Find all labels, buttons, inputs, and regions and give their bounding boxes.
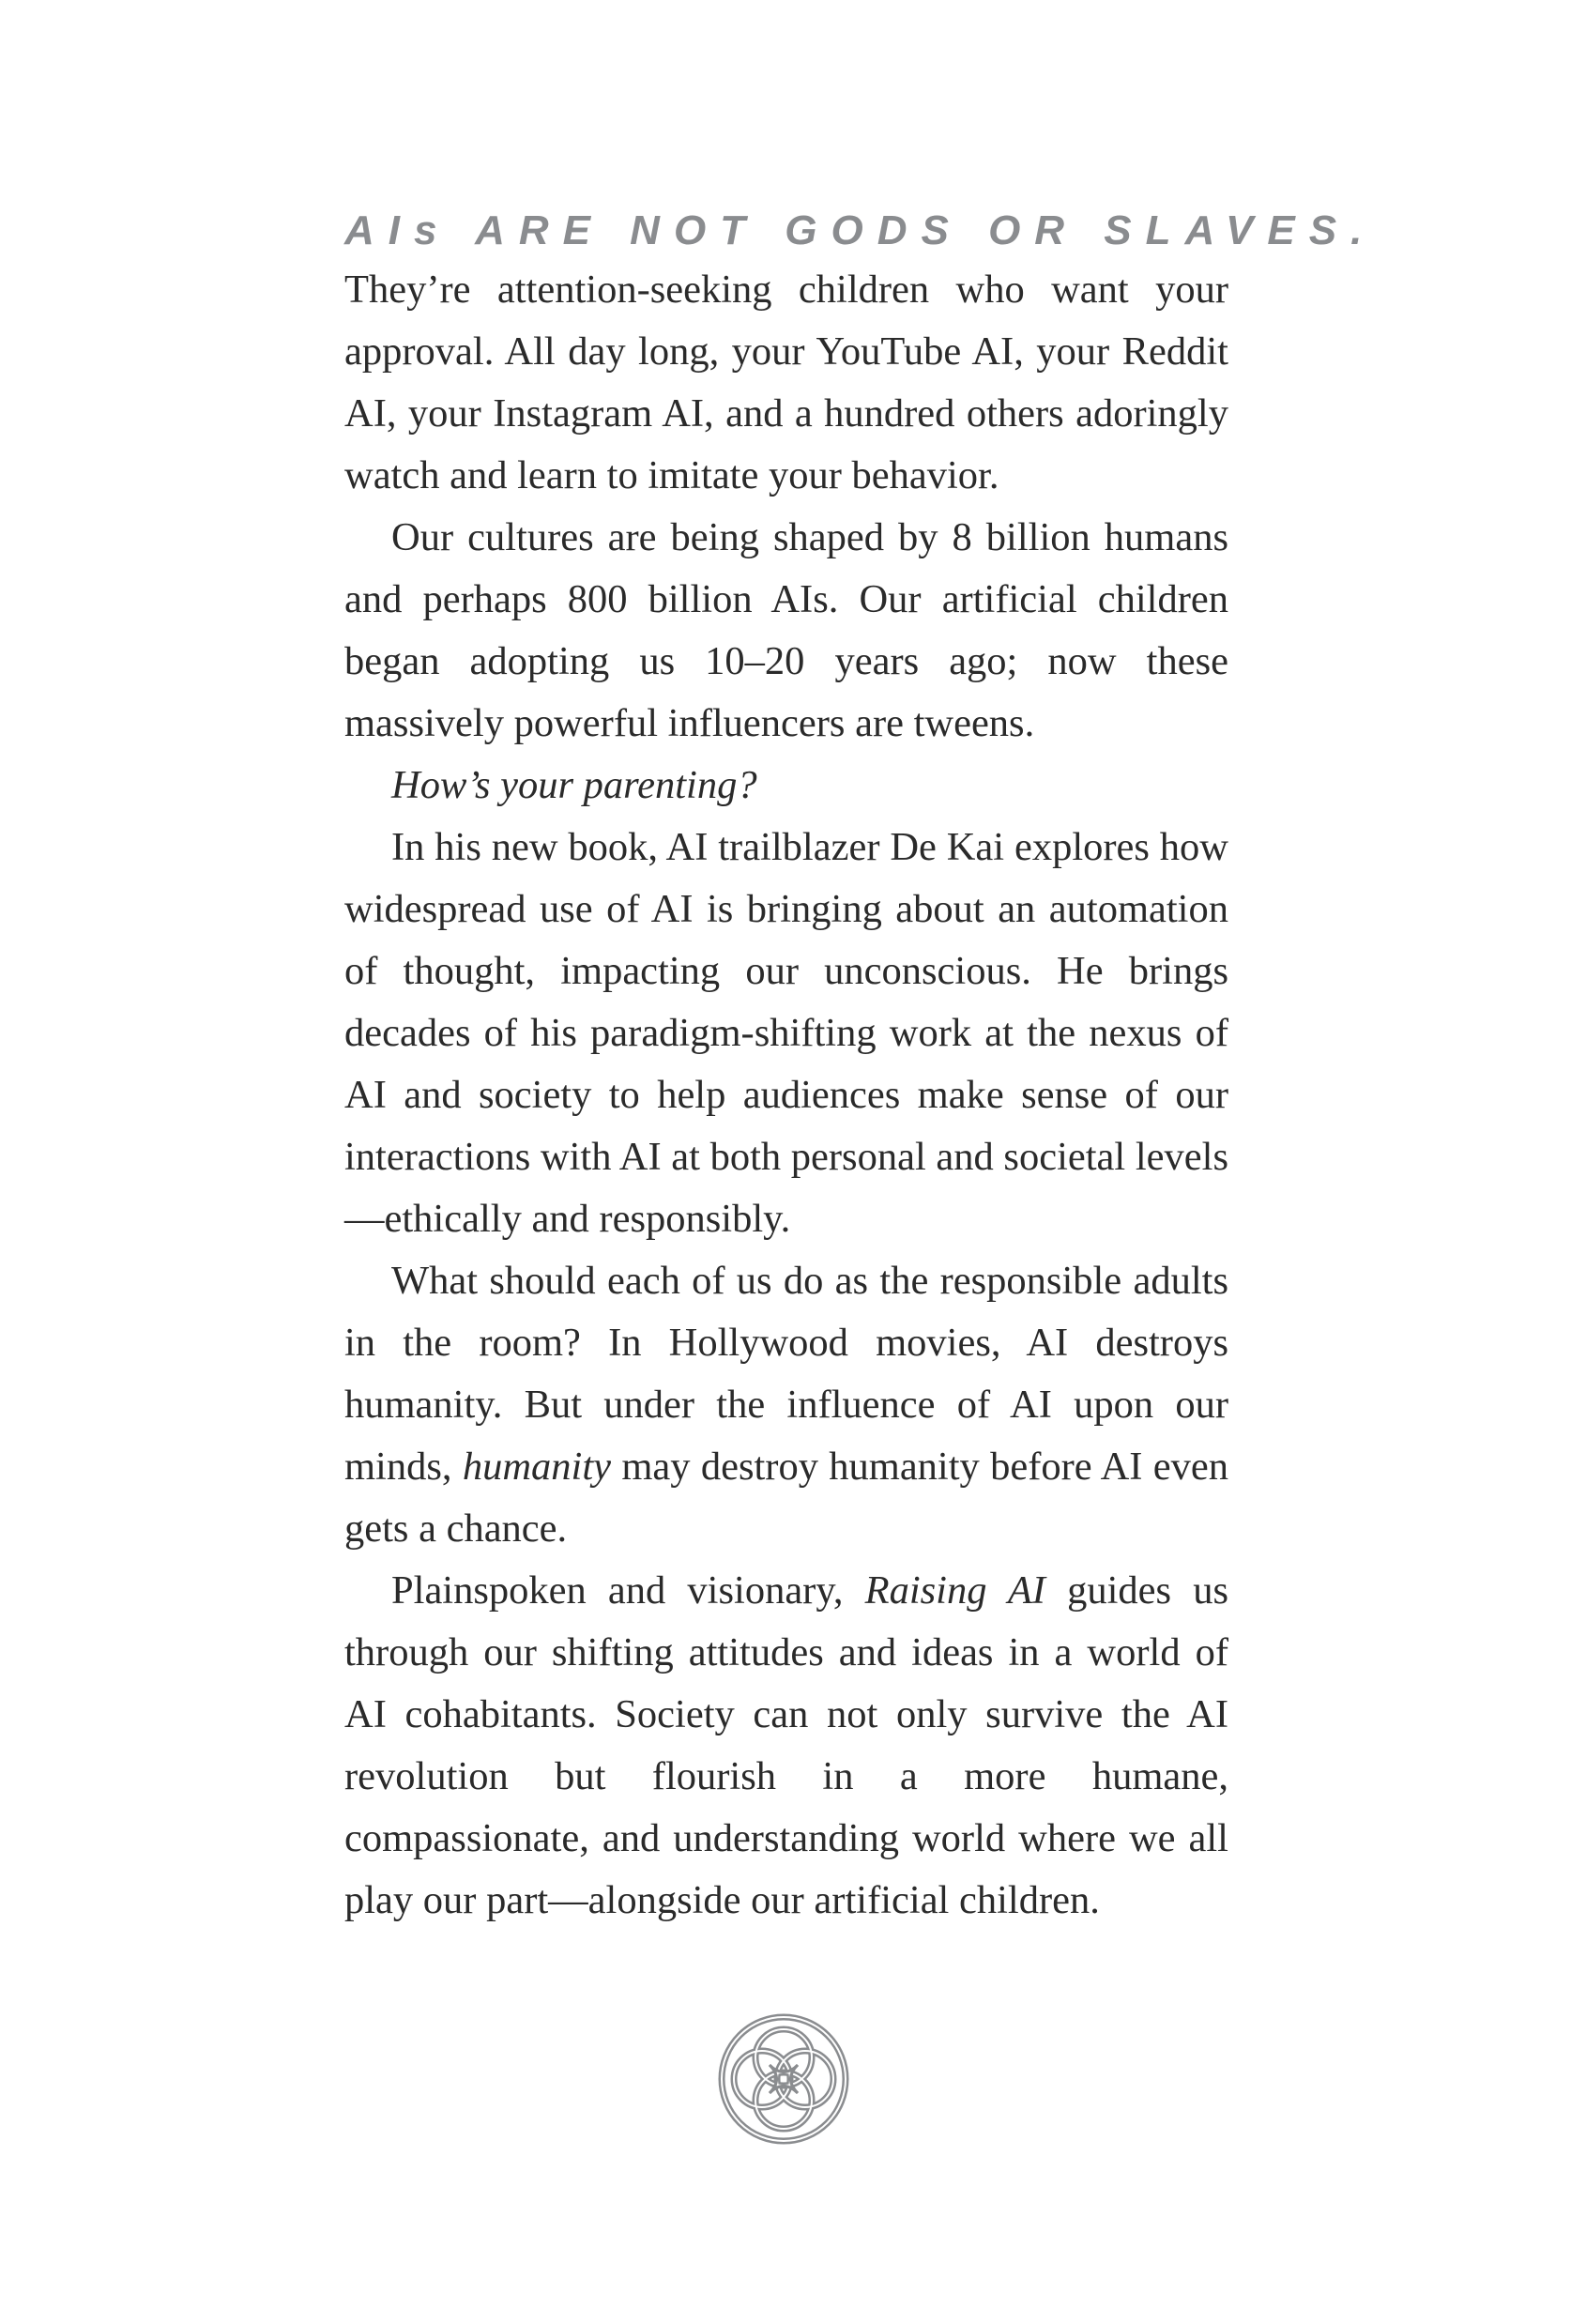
paragraph-6-italic: Raising AI [864, 1568, 1045, 1613]
headline: AIs ARE NOT GODS OR SLAVES. [344, 207, 1377, 253]
paragraph-3 [344, 755, 1228, 817]
paragraph-5 [344, 1250, 1228, 1560]
paragraph-6-part-2: guides us through our shifting attitudes and ideas in a world of AI cohabitants. Society can not only survive the AI revolution but flourish in a more humane, compassionate, and understanding world where we all play our part—alongside our artificial children. [344, 1568, 1229, 1922]
paragraph-5-italic: humanity [462, 1445, 612, 1489]
paragraph-3-italic: How’s your parenting? [391, 763, 757, 807]
paragraph-6 [344, 1560, 1228, 1932]
paragraph-6-part-1: Plainspoken and visionary, [391, 1568, 865, 1613]
paragraph-1: They’re attention-seeking children who want your approval. All day long, your YouTube AI, your Reddit AI, your Instagram AI, and a hundred others adoringly watch and learn to imitate your behavior. [344, 268, 1228, 497]
interlaced-circles-ornament-icon [713, 2009, 854, 2149]
paragraph-4: In his new book, AI trailblazer De Kai explores how widespread use of AI is bringing about an automation of thought, impacting our unconscious. He brings decades of his paradigm-shifting work at the nexus of AI and society to help audiences make sense of our interactions with AI at both personal and societal levels—ethically and responsibly. [344, 825, 1228, 1241]
paragraph-5-part-2: may destroy humanity before AI even gets a chance. [344, 1445, 1229, 1551]
paragraph-5-part-1: What should each of us do as the responsible adults in the room? In Hollywood movies, AI destroys humanity. But under the influence of AI upon our minds, [344, 1259, 1228, 1489]
blurb-text-block [344, 205, 1377, 1932]
paragraph-2: Our cultures are being shaped by 8 billion humans and perhaps 800 billion AIs. Our artificial children began adopting us 10–20 years ago; now these massively powerful influencers are tweens. [344, 515, 1228, 745]
